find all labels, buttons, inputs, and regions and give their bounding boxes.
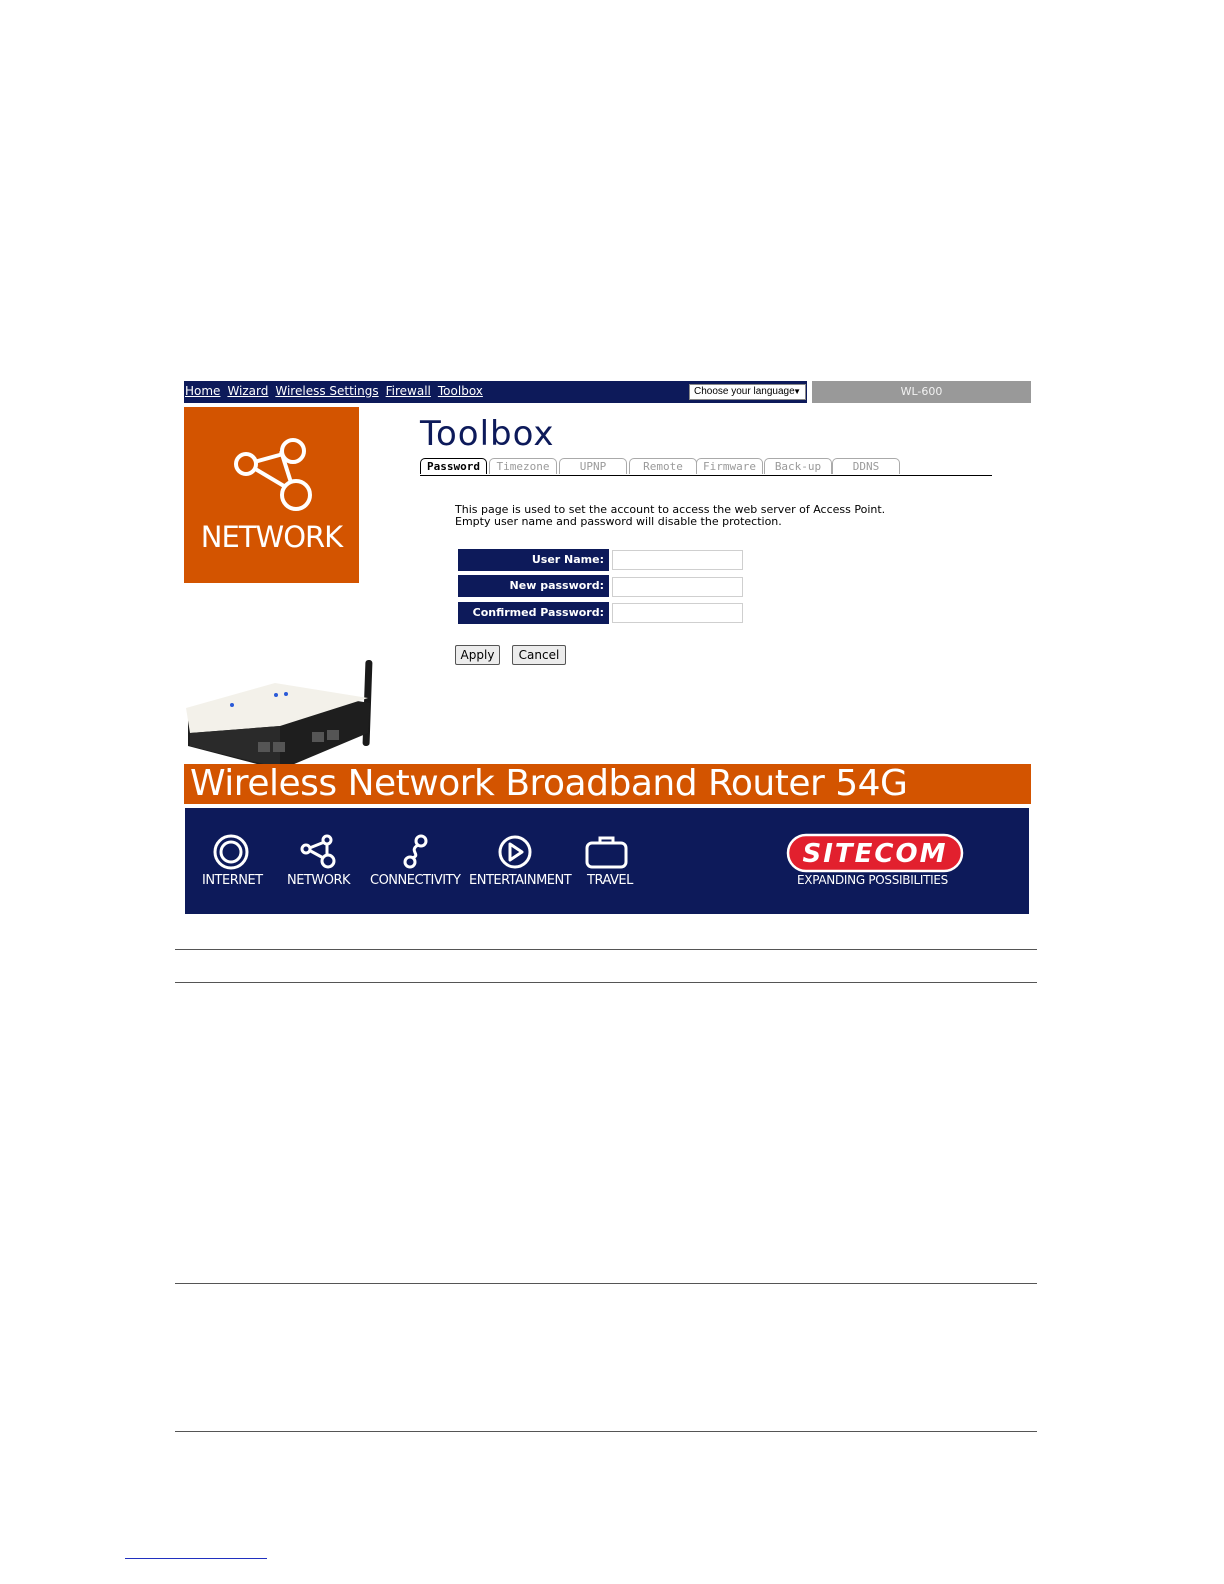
nav-link-home[interactable]: Home <box>185 384 221 398</box>
tab-ddns[interactable]: DDNS <box>832 458 900 474</box>
confirmed-password-label: Confirmed Password: <box>458 602 609 624</box>
network-tile-label: NETWORK <box>200 520 343 554</box>
entertainment-icon[interactable] <box>496 833 534 871</box>
category-network-label[interactable]: NETWORK <box>287 873 351 888</box>
category-internet-label[interactable]: INTERNET <box>202 873 263 888</box>
network-icon[interactable] <box>298 833 338 871</box>
connectivity-icon[interactable] <box>400 833 430 871</box>
apply-button[interactable]: Apply <box>455 645 500 665</box>
confirmed-password-input[interactable] <box>612 603 743 623</box>
category-travel-label[interactable]: TRAVEL <box>587 873 633 888</box>
brand-name: SITECOM <box>802 839 948 869</box>
product-banner-text: Wireless Network Broadband Router 54G <box>190 763 908 804</box>
tab-bar <box>420 458 992 476</box>
description-line-1: This page is used to set the account to access the web server of Access Point. <box>455 503 886 516</box>
top-nav-links <box>185 383 483 399</box>
user-name-label: User Name: <box>458 549 609 571</box>
language-select[interactable] <box>689 384 806 400</box>
user-name-input[interactable] <box>612 550 743 570</box>
router-image <box>180 658 380 776</box>
category-entertainment-label[interactable]: ENTERTAINMENT <box>469 873 572 888</box>
divider-line <box>175 949 1037 950</box>
category-connectivity-label[interactable]: CONNECTIVITY <box>370 873 461 888</box>
tab-firmware[interactable]: Firmware <box>696 458 763 474</box>
sitecom-logo <box>786 833 964 873</box>
tab-remote[interactable]: Remote <box>629 458 697 474</box>
description-line-2: Empty user name and password will disable the protection. <box>455 515 782 528</box>
model-name: WL-600 <box>812 381 1031 403</box>
new-password-input[interactable] <box>612 577 743 597</box>
language-select-value: Choose your language <box>694 386 795 397</box>
travel-icon[interactable] <box>584 833 630 871</box>
divider-line <box>175 1283 1037 1284</box>
cancel-button[interactable]: Cancel <box>512 645 566 665</box>
network-tile <box>184 407 359 583</box>
tab-timezone[interactable]: Timezone <box>489 458 557 474</box>
page-title: Toolbox <box>420 414 555 454</box>
tab-back-up[interactable]: Back-up <box>764 458 832 474</box>
internet-icon[interactable] <box>212 833 250 871</box>
new-password-label: New password: <box>458 575 609 597</box>
nav-link-firewall[interactable]: Firewall <box>385 384 431 398</box>
chevron-down-icon: ▼ <box>793 387 801 396</box>
brand-tagline: EXPANDING POSSIBILITIES <box>797 873 948 887</box>
nav-link-wireless-settings[interactable]: Wireless Settings <box>275 384 379 398</box>
nav-link-toolbox[interactable]: Toolbox <box>437 384 483 398</box>
tab-password[interactable]: Password <box>420 458 487 474</box>
network-icon <box>184 407 359 583</box>
tab-upnp[interactable]: UPNP <box>559 458 627 474</box>
divider-line <box>175 1431 1037 1432</box>
nav-link-wizard[interactable]: Wizard <box>227 384 269 398</box>
footnote-rule <box>125 1558 267 1559</box>
page-description <box>455 504 885 528</box>
divider-line <box>175 982 1037 983</box>
